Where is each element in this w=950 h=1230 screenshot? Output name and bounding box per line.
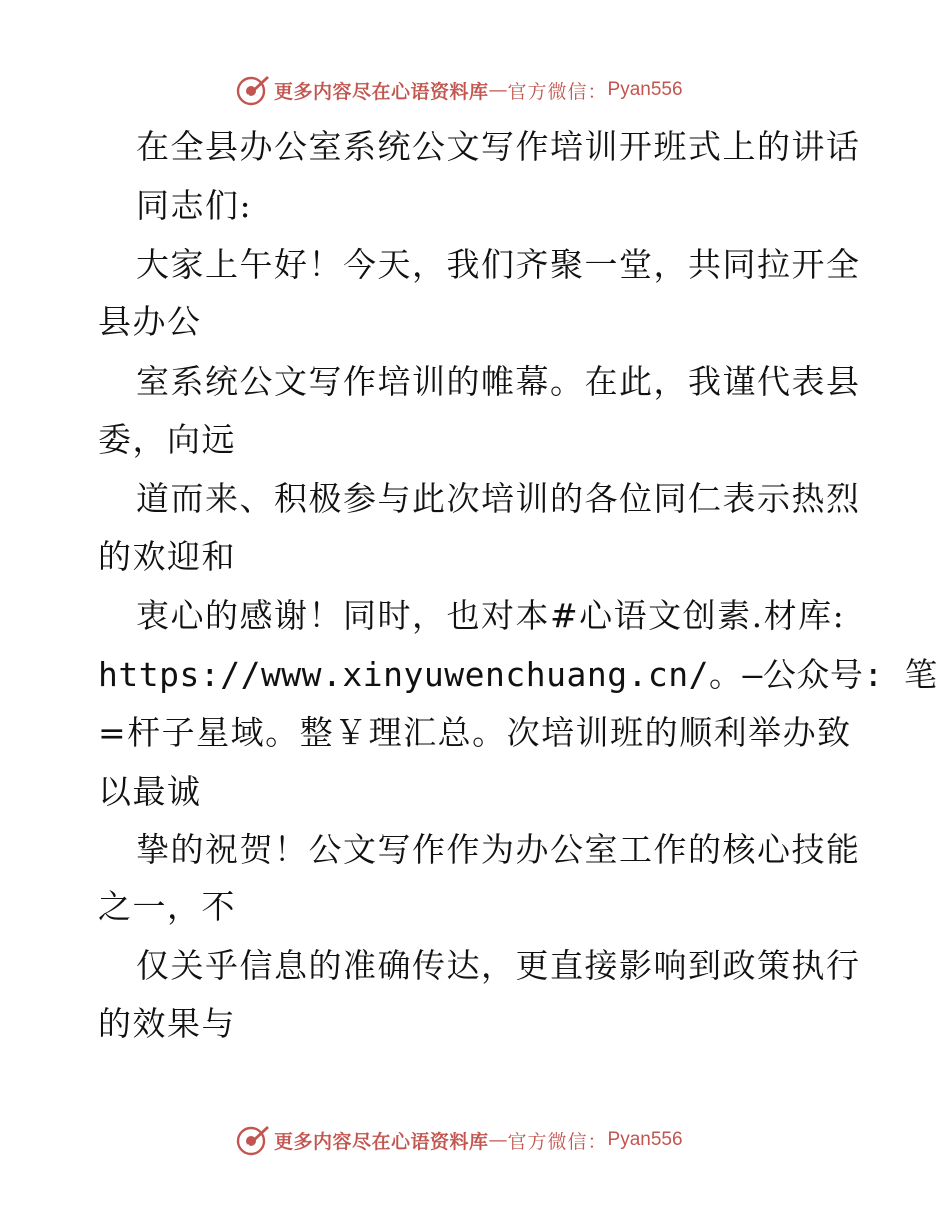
banner-main-text: 更多内容尽在心语资料库 [274,80,489,103]
text-line: 以最诚 [98,772,202,811]
text-line-url: https://www.xinyuwenchuang.cn/。—公众号: 笔 [98,655,938,694]
text-line: 道而来、积极参与此次培训的各位同仁表示热烈 [136,479,861,518]
text-line: 县办公 [98,302,202,341]
banner-main-text: 更多内容尽在心语资料库 [274,1130,489,1153]
banner-dash: — [488,1129,508,1151]
text-line: 的欢迎和 [98,537,236,576]
banner-wechat-id: Pyan556 [607,79,683,100]
text-line: 的效果与 [98,1004,236,1043]
pen-circle-logo-icon [236,73,270,107]
header-banner [236,72,683,108]
text-line: 大家上午好！今天，我们齐聚一堂，共同拉开全 [136,245,861,284]
document-title: 在全县办公室系统公文写作培训开班式上的讲话 [136,127,861,166]
text-line: 委，向远 [98,420,236,459]
text-line: 之一，不 [98,887,236,926]
text-line: 仅关乎信息的准确传达，更直接影响到政策执行 [136,946,861,985]
text-line: 同志们: [136,186,253,225]
banner-wechat-id: Pyan556 [607,1129,683,1150]
text-line: 衷心的感谢！同时，也对本#心语文创素.材库: [136,596,846,635]
banner-sub-text: 官方微信： [507,1130,608,1153]
text-line: =杆子星域。整￥理汇总。次培训班的顺利举办致 [98,713,852,752]
banner-dash: — [488,79,508,101]
pen-circle-logo-icon [236,1123,270,1157]
text-line: 室系统公文写作培训的帷幕。在此，我谨代表县 [136,362,861,401]
banner-sub-text: 官方微信： [507,80,608,103]
footer-banner [236,1122,683,1158]
text-line: 挚的祝贺！公文写作作为办公室工作的核心技能 [136,830,861,869]
